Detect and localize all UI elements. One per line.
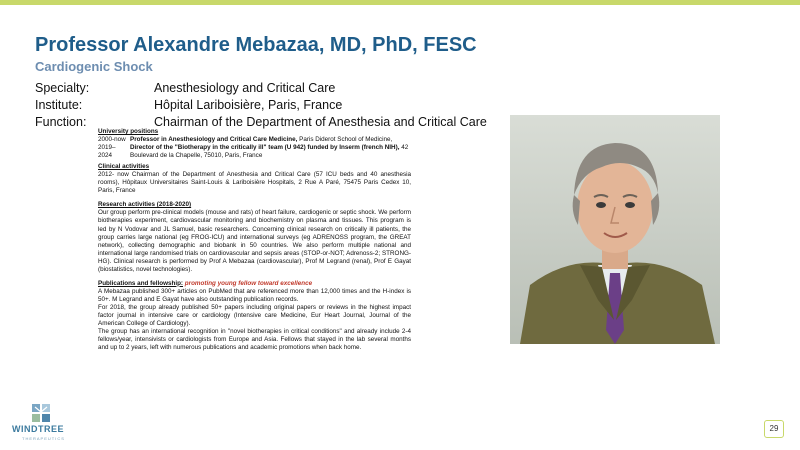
cv-position-title: Director of the "Biotherapy in the critically ill" team (U 942) funded by Inserm (french NIH), xyxy=(130,144,400,152)
meta-key: Function: xyxy=(35,115,87,129)
cv-position-detail: 42 Boulevard de la Chapelle, 75010, Paris, France xyxy=(130,144,409,160)
meta-value: Chairman of the Department of Anesthesia and Critical Care xyxy=(154,115,487,129)
page-number: 29 xyxy=(764,420,784,438)
cv-heading-clinical: Clinical activities xyxy=(98,163,150,171)
cv-position-years: 2019– 2024 xyxy=(98,144,116,160)
page-subtitle: Cardiogenic Shock xyxy=(35,59,153,74)
cv-heading-research: Research activities (2018-2020) xyxy=(98,201,192,209)
portrait-illustration xyxy=(510,115,720,344)
cv-heading-positions: University positions xyxy=(98,128,159,135)
cv-pubs-paragraph: For 2018, the group already published 50+ papers including original papers or reviews in the highest impact factor journal in intensive care or cardiology (Intensive care Medicine, Eur Heart Journal, Journal of the American College of Cardiology). xyxy=(98,303,411,328)
tree-icon xyxy=(8,400,84,424)
cv-research-text: Our group perform pre-clinical models (mouse and rats) of heart failure, cardiogenic or septic shock. We perform biotherapies experiment, cardiovascular monitoring and biochemistry on plasma and tissues. This program is led by N Vodovar and JL Samuel, basic researchers. Concerning clinical research on critically ill patients, the group carries large national (eg FROG-ICU) and international surveys (eg ADRENOSS program, the GREAT network), collecting demographic and biobank in 50 countries. We also perform multiple national and international large randomised trials on cardiovascular and sepsis areas (STOP-or-NOT; Adrenoss-2; STRONG-HG). Clinical research is performed by Prof A Mebazaa (cardiovascular), Prof M Legrand (renal), Prof E Gayat (biostatistics, novel technologies). xyxy=(98,209,411,273)
meta-row-institute xyxy=(35,98,505,112)
page-title: Professor Alexandre Mebazaa, MD, PhD, FESC xyxy=(35,34,477,56)
cv-pubs-tagline: promoting young fellow toward excellence xyxy=(184,279,313,287)
cv-position-years: 2000-now xyxy=(98,136,126,144)
cv-position-row xyxy=(98,136,411,144)
meta-key: Institute: xyxy=(35,98,83,112)
cv-clinical-text: 2012- now Chairman of the Department of Anesthesia and Critical Care (57 ICU beds and 40 anesthesia rooms), Hôpitaux Universitaires Saint-Louis & Lariboisière Hospitals, 2 Rue A Paré, 75475 Paris Cedex 10, Paris, France xyxy=(98,171,411,195)
logo-subtext: THERAPEUTICS xyxy=(22,436,65,441)
cv-heading-publications: Publications and fellowship: xyxy=(98,279,184,287)
cv-position-row xyxy=(98,144,411,160)
meta-value: Anesthesiology and Critical Care xyxy=(154,81,336,95)
cv-position-detail: Paris Diderot School of Medicine, xyxy=(297,136,393,144)
cv-block xyxy=(98,128,411,352)
top-accent-bar xyxy=(0,0,800,5)
cv-pubs-paragraph: The group has an international recognition in "novel biotherapies in critical conditions" and already include 2-4 fellows/year, intensivists or cardiologists from Europe and Asia. Fellows that stayed in the lab several months and up to 2 years, left with numerous publications and academic promotions when back home. xyxy=(98,328,411,352)
logo-wordmark: WINDTREE xyxy=(12,424,64,434)
cv-pubs-heading-line xyxy=(98,280,411,288)
cv-position-title: Professor in Anesthesiology and Critical Care Medicine, xyxy=(130,136,298,144)
cv-pubs-paragraph: A Mebazaa published 300+ articles on PubMed that are referenced more than 12,000 times and the H-index is 50+. M Legrand and E Gayat have also outstanding publication records. xyxy=(98,287,411,303)
meta-row-specialty xyxy=(35,81,505,95)
meta-value: Hôpital Lariboisière, Paris, France xyxy=(154,98,343,112)
meta-key: Specialty: xyxy=(35,81,90,95)
meta-row-function xyxy=(35,115,505,129)
portrait-photo xyxy=(510,115,720,344)
